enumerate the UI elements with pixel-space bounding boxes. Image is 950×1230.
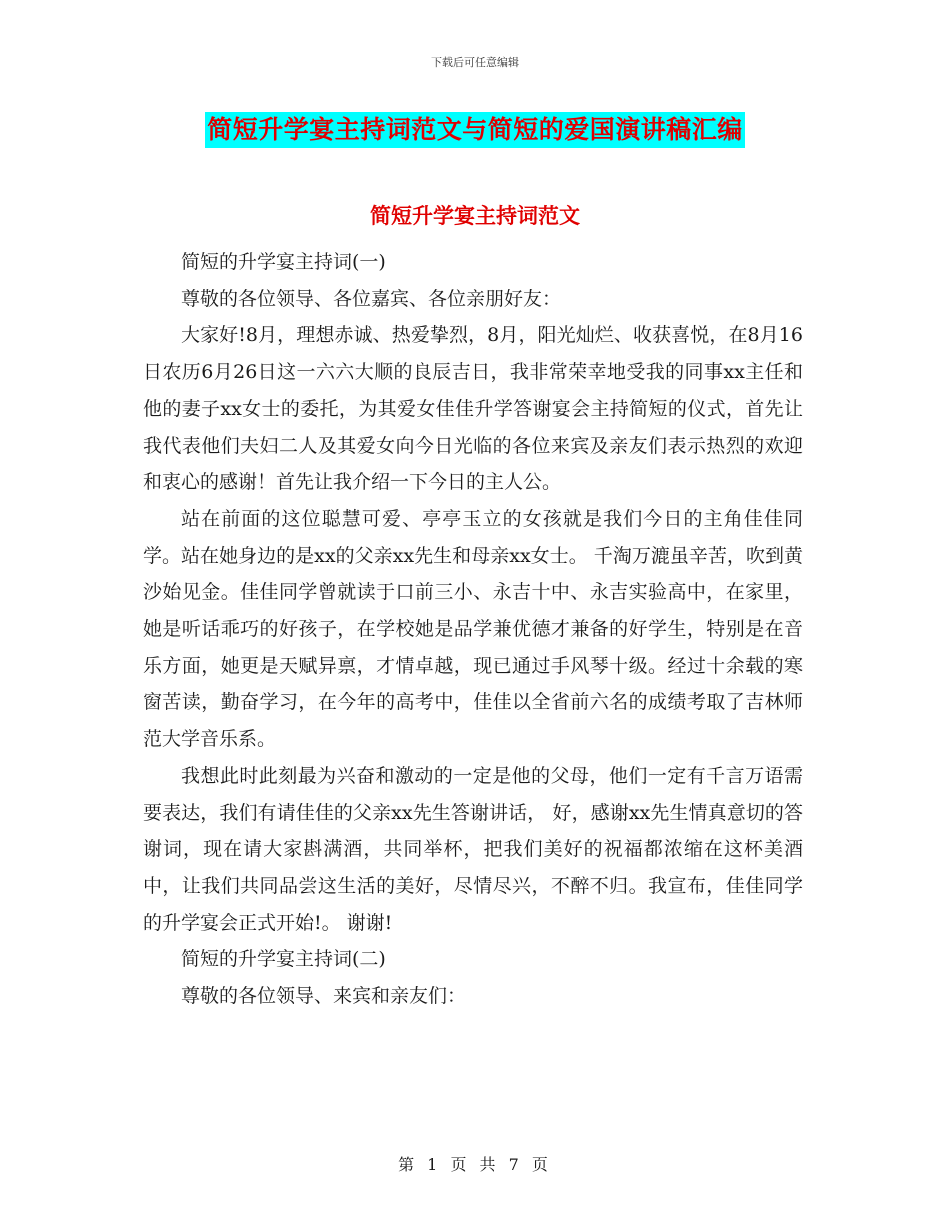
paragraph: 我想此时此刻最为兴奋和激动的一定是他的父母，他们一定有千言万语需要表达，我们有请佳佳的父亲xx先生答谢讲话， 好，感谢xx先生情真意切的答谢词，现在请大家斟满酒，共同举杯，把我们美好的祝福都浓缩在这杯美酒中，让我们共同品尝这生活的美好，尽情尽兴，不醉不归。我宣布，佳佳同学的升学宴会正式开始!。 谢谢! <box>143 764 803 934</box>
paragraph: 大家好!8月，理想赤诚、热爱挚烈，8月，阳光灿烂、收获喜悦，在8月16日农历6月26日这一六六大顺的良辰吉日，我非常荣幸地受我的同事xx主任和他的妻子xx女士的委托，为其爱女佳佳升学答谢宴会主持简短的仪式，首先让我代表他们夫妇二人及其爱女向今日光临的各位来宾及亲友们表示热烈的欢迎和衷心的感谢！首先让我介绍一下今日的主人公。 <box>143 324 803 494</box>
paragraph: 简短的升学宴主持词(一) <box>181 251 386 273</box>
section-title: 简短升学宴主持词范文 <box>370 203 580 228</box>
document-body <box>143 244 803 1015</box>
page-number: 第 1 页 共 7 页 <box>398 1155 552 1174</box>
document-title: 简短升学宴主持词范文与简短的爱国演讲稿汇编 <box>205 112 745 148</box>
paragraph: 站在前面的这位聪慧可爱、亭亭玉立的女孩就是我们今日的主角佳佳同学。站在她身边的是xx的父亲xx先生和母亲xx女士。 千淘万漉虽辛苦，吹到黄沙始见金。佳佳同学曾就读于口前三小、永吉十中、永吉实验高中，在家里，她是听话乖巧的好孩子，在学校她是品学兼优德才兼备的好学生，特别是在音乐方面，她更是天赋异禀，才情卓越，现已通过手风琴十级。经过十余载的寒窗苦读，勤奋学习，在今年的高考中，佳佳以全省前六名的成绩考取了吉林师范大学音乐系。 <box>143 507 803 751</box>
paragraph: 尊敬的各位领导、各位嘉宾、各位亲朋好友： <box>181 287 562 310</box>
paragraph: 尊敬的各位领导、来宾和亲友们： <box>181 985 467 1008</box>
paragraph: 简短的升学宴主持词(二) <box>181 948 386 971</box>
document-title-wrap <box>0 112 950 148</box>
header-note: 下载后可任意编辑 <box>431 56 519 69</box>
